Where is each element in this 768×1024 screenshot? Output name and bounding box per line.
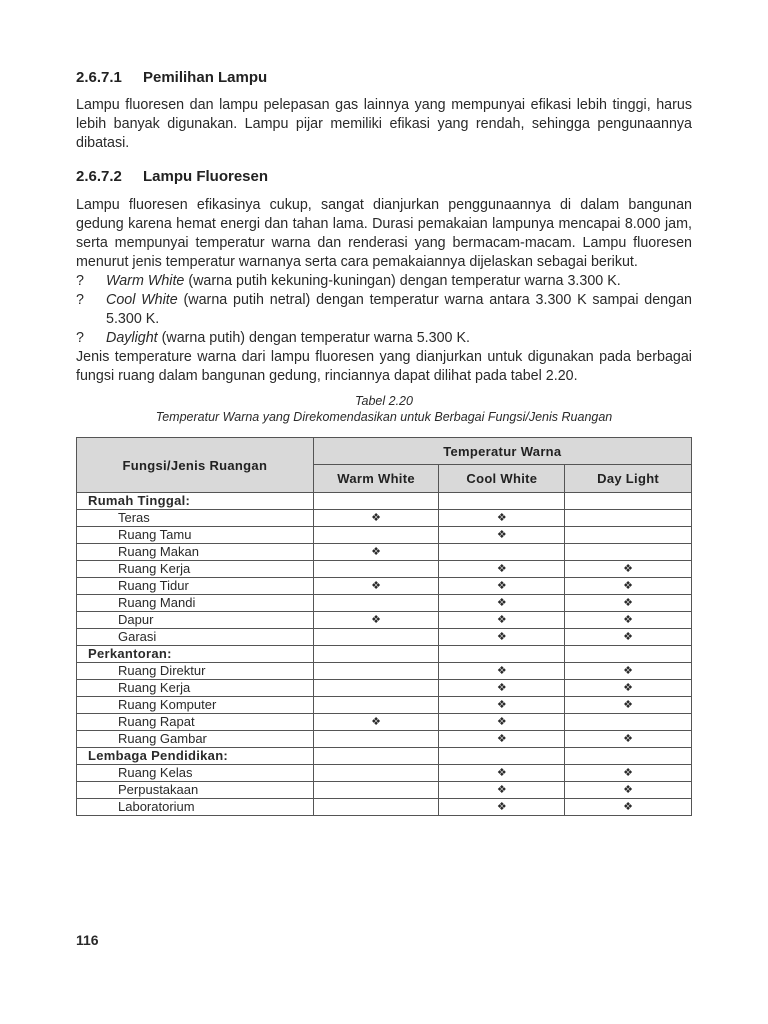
section-title: Lampu Fluoresen — [143, 168, 269, 185]
bullet-text — [106, 272, 692, 291]
mark-warm — [313, 663, 439, 680]
mark-day: ❖ — [565, 629, 692, 646]
mark-day — [565, 527, 692, 544]
room-name: Dapur — [77, 612, 314, 629]
mark-warm: ❖ — [313, 714, 439, 731]
section-heading-1 — [76, 68, 692, 88]
page-number: 116 — [76, 932, 99, 948]
table-row — [77, 629, 692, 646]
room-name: Ruang Kerja — [77, 561, 314, 578]
empty-cell — [313, 493, 439, 510]
room-name: Perpustakaan — [77, 782, 314, 799]
bullet-list — [76, 272, 692, 348]
section1-paragraph: Lampu fluoresen dan lampu pelepasan gas lainnya yang mempunyai efikasi lebih tinggi, harus lebih banyak digunakan. Lampu pijar memiliki efikasi yang rendah, sehingga pengunaannya dibatasi. — [76, 97, 692, 151]
room-name: Laboratorium — [77, 799, 314, 816]
table-row — [77, 510, 692, 527]
bullet-term: Daylight — [106, 330, 158, 346]
mark-warm: ❖ — [313, 578, 439, 595]
room-name: Ruang Makan — [77, 544, 314, 561]
mark-cool: ❖ — [439, 697, 565, 714]
section-number: 2.6.7.2 — [76, 168, 122, 185]
empty-cell — [565, 748, 692, 765]
room-name: Ruang Tidur — [77, 578, 314, 595]
room-name: Ruang Komputer — [77, 697, 314, 714]
mark-warm — [313, 527, 439, 544]
bullet-desc: (warna putih netral) dengan temperatur warna antara 3.300 K sampai dengan 5.300 K. — [106, 292, 692, 327]
room-name: Garasi — [77, 629, 314, 646]
table-body — [77, 493, 692, 816]
mark-warm — [313, 697, 439, 714]
room-name: Ruang Gambar — [77, 731, 314, 748]
mark-warm: ❖ — [313, 612, 439, 629]
mark-day — [565, 714, 692, 731]
mark-warm — [313, 595, 439, 612]
table-caption — [76, 393, 692, 425]
mark-warm: ❖ — [313, 544, 439, 561]
mark-day: ❖ — [565, 765, 692, 782]
room-name: Ruang Tamu — [77, 527, 314, 544]
mark-cool: ❖ — [439, 680, 565, 697]
bullet-text — [106, 329, 692, 348]
bullet-mark: ? — [76, 292, 84, 308]
bullet-item — [76, 291, 692, 329]
mark-day: ❖ — [565, 680, 692, 697]
mark-cool: ❖ — [439, 782, 565, 799]
room-name: Ruang Kerja — [77, 680, 314, 697]
empty-cell — [313, 646, 439, 663]
section2-outro: Jenis temperature warna dari lampu fluoresen yang dianjurkan untuk digunakan pada berbagai fungsi ruang dalam bangunan gedung, rinciannya dapat dilihat pada tabel 2.20. — [76, 349, 692, 384]
mark-warm — [313, 799, 439, 816]
color-temperature-table — [76, 437, 692, 816]
mark-day: ❖ — [565, 595, 692, 612]
table-row — [77, 697, 692, 714]
header-temperature-group: Temperatur Warna — [313, 438, 691, 465]
section-title: Pemilihan Lampu — [143, 69, 268, 86]
mark-day: ❖ — [565, 578, 692, 595]
category-row — [77, 493, 692, 510]
mark-warm — [313, 731, 439, 748]
section-heading-2 — [76, 167, 692, 187]
table-row — [77, 782, 692, 799]
mark-day — [565, 544, 692, 561]
table-row — [77, 527, 692, 544]
table-row — [77, 612, 692, 629]
table-row — [77, 595, 692, 612]
mark-day: ❖ — [565, 561, 692, 578]
empty-cell — [439, 748, 565, 765]
table-row — [77, 714, 692, 731]
mark-cool: ❖ — [439, 765, 565, 782]
mark-cool: ❖ — [439, 612, 565, 629]
table-row — [77, 799, 692, 816]
table-caption-title: Temperatur Warna yang Direkomendasikan untuk Berbagai Fungsi/Jenis Ruangan — [155, 410, 613, 424]
mark-day: ❖ — [565, 799, 692, 816]
table-row — [77, 578, 692, 595]
table-row — [77, 765, 692, 782]
category-label: Rumah Tinggal: — [77, 493, 314, 510]
category-label: Lembaga Pendidikan: — [77, 748, 314, 765]
mark-day: ❖ — [565, 612, 692, 629]
header-cool-white: Cool White — [439, 465, 565, 493]
mark-warm — [313, 765, 439, 782]
mark-cool: ❖ — [439, 561, 565, 578]
mark-cool: ❖ — [439, 799, 565, 816]
mark-cool: ❖ — [439, 527, 565, 544]
header-warm-white: Warm White — [313, 465, 439, 493]
category-row — [77, 748, 692, 765]
bullet-term: Warm White — [106, 273, 185, 289]
empty-cell — [565, 646, 692, 663]
mark-day — [565, 510, 692, 527]
bullet-item — [76, 272, 692, 291]
empty-cell — [439, 493, 565, 510]
room-name: Ruang Direktur — [77, 663, 314, 680]
section-number: 2.6.7.1 — [76, 69, 122, 86]
room-name: Ruang Mandi — [77, 595, 314, 612]
empty-cell — [565, 493, 692, 510]
page-content — [76, 68, 692, 816]
mark-warm — [313, 782, 439, 799]
mark-cool: ❖ — [439, 510, 565, 527]
mark-day: ❖ — [565, 697, 692, 714]
bullet-term: Cool White — [106, 292, 178, 308]
bullet-item — [76, 329, 692, 348]
category-row — [77, 646, 692, 663]
table-row — [77, 731, 692, 748]
mark-cool: ❖ — [439, 629, 565, 646]
room-name: Ruang Kelas — [77, 765, 314, 782]
bullet-desc: (warna putih kekuning-kuningan) dengan temperatur warna 3.300 K. — [184, 273, 621, 289]
mark-cool — [439, 544, 565, 561]
mark-day: ❖ — [565, 782, 692, 799]
bullet-mark: ? — [76, 330, 84, 346]
empty-cell — [439, 646, 565, 663]
header-day-light: Day Light — [565, 465, 692, 493]
mark-cool: ❖ — [439, 595, 565, 612]
table-row — [77, 544, 692, 561]
mark-cool: ❖ — [439, 663, 565, 680]
bullet-desc: (warna putih) dengan temperatur warna 5.300 K. — [157, 330, 470, 346]
mark-day: ❖ — [565, 731, 692, 748]
table-row — [77, 680, 692, 697]
mark-day: ❖ — [565, 663, 692, 680]
section2-intro: Lampu fluoresen efikasinya cukup, sangat dianjurkan penggunaannya di dalam bangunan gedung karena hemat energi dan tahan lama. Durasi pemakaian lampunya mencapai 8.000 jam, serta mempunyai temperatur warna dan renderasi yang bermacam-macam. Lampu fluoresen menurut jenis temperatur warnanya serta cara pemakaiannya dijelaskan sebagai berikut. — [76, 197, 692, 270]
mark-warm — [313, 629, 439, 646]
room-name: Teras — [77, 510, 314, 527]
bullet-text — [106, 291, 692, 329]
mark-warm — [313, 680, 439, 697]
mark-warm: ❖ — [313, 510, 439, 527]
empty-cell — [313, 748, 439, 765]
mark-cool: ❖ — [439, 731, 565, 748]
table-caption-number: Tabel 2.20 — [355, 394, 413, 408]
bullet-mark: ? — [76, 273, 84, 289]
table-row — [77, 561, 692, 578]
room-name: Ruang Rapat — [77, 714, 314, 731]
mark-cool: ❖ — [439, 714, 565, 731]
table-row — [77, 663, 692, 680]
header-function: Fungsi/Jenis Ruangan — [77, 438, 314, 493]
category-label: Perkantoran: — [77, 646, 314, 663]
mark-warm — [313, 561, 439, 578]
mark-cool: ❖ — [439, 578, 565, 595]
